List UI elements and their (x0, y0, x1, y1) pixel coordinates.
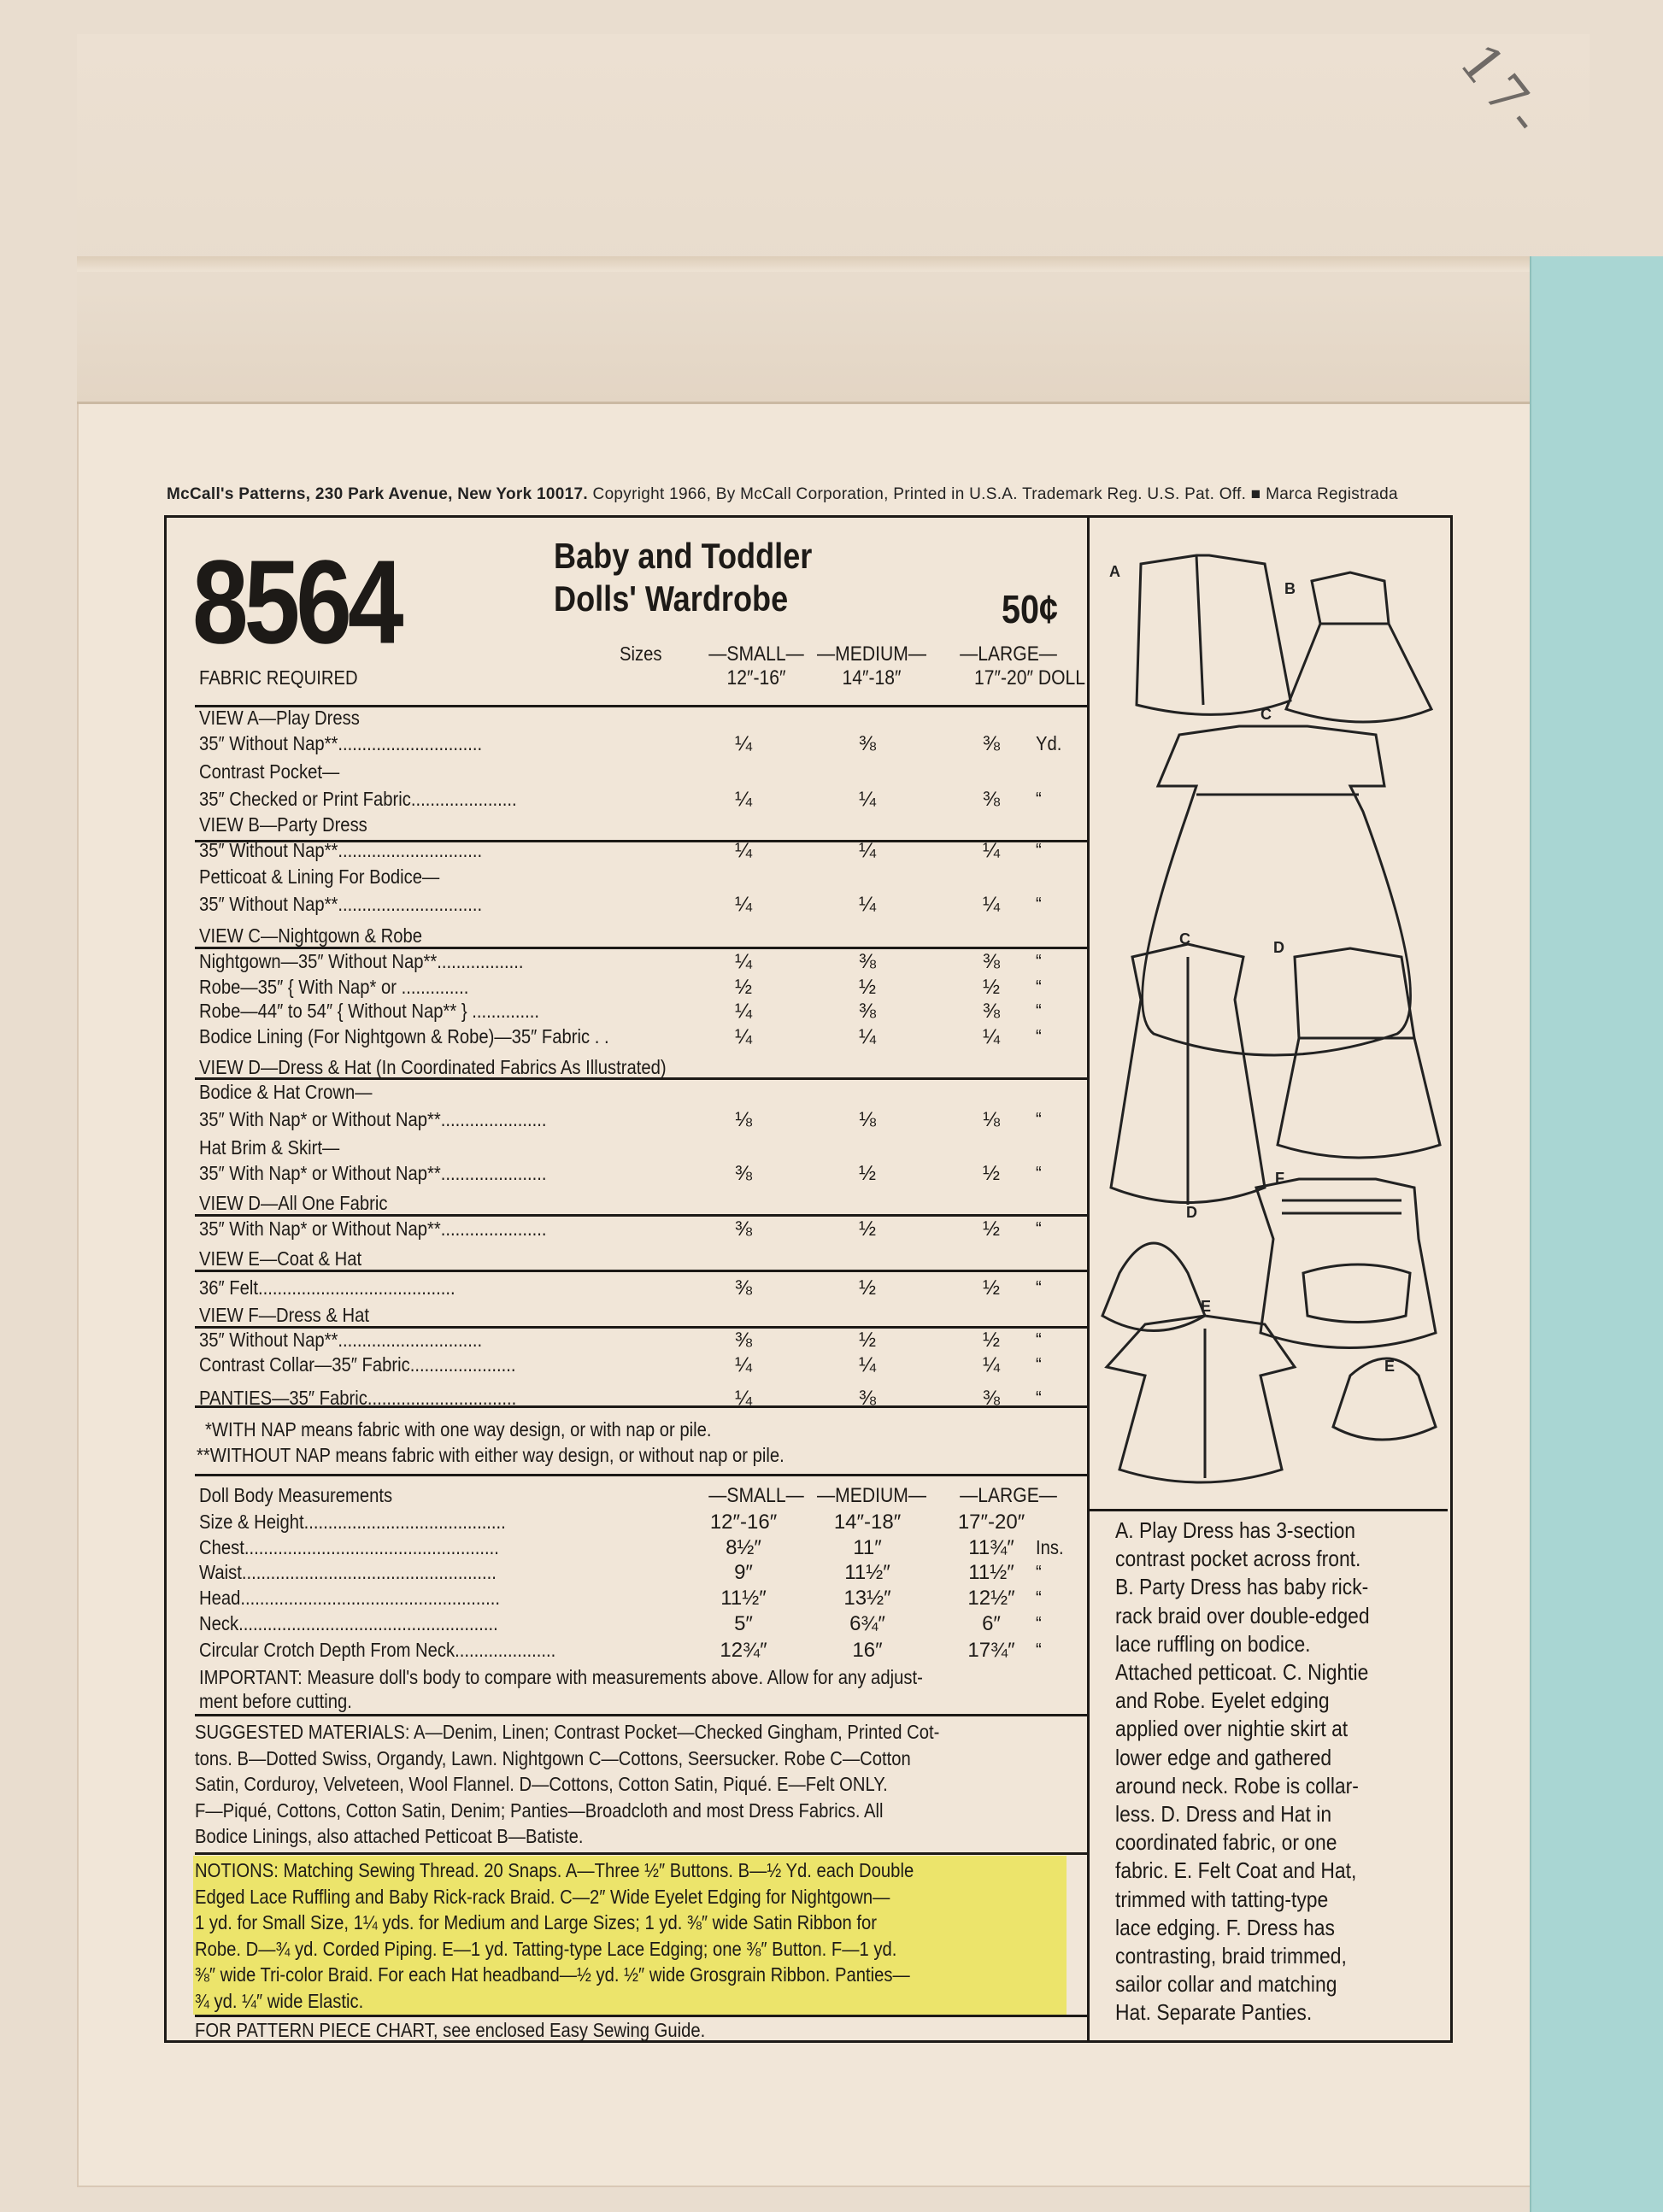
meas-unit: “ (1036, 1561, 1042, 1583)
materials-line: Satin, Corduroy, Velveteen, Wool Flannel. D—Cottons, Cotton Satin, Piqué. E—Felt ONLY. (195, 1773, 888, 1795)
qty-unit: “ (1036, 976, 1042, 998)
footnote-with-nap: *WITH NAP means fabric with one way design, or with nap or pile. (205, 1418, 712, 1440)
description-line: contrasting, braid trimmed, (1115, 1943, 1347, 1969)
dress-a-sketch (1137, 555, 1290, 714)
fabric-row-label: 35″ Without Nap**.............................. (199, 839, 483, 861)
qty-medium: ¼ (858, 893, 876, 916)
qty-unit: “ (1036, 1108, 1042, 1130)
qty-unit: “ (1036, 950, 1042, 972)
fabric-row-label: Bodice Lining (For Nightgown & Robe)—35″ Fabric . . (199, 1025, 609, 1047)
fabric-row-label: Petticoat & Lining For Bodice— (199, 865, 440, 888)
title-line-1: Baby and Toddler (554, 536, 813, 576)
qty-medium: ¼ (858, 1353, 876, 1376)
qty-small: ⅜ (734, 1162, 752, 1185)
fabric-row-label: VIEW D—Dress & Hat (In Coordinated Fabrics As Illustrated) (199, 1056, 667, 1078)
fabric-row-label: 36″ Felt......................................... (199, 1276, 455, 1299)
meas-unit: “ (1036, 1587, 1042, 1609)
handwritten-note: 17- (1447, 32, 1559, 150)
important-note-cont: ment before cutting. (199, 1690, 352, 1712)
meas-small: 8½″ (726, 1536, 761, 1559)
size-name: —SMALL— (708, 1484, 804, 1507)
size-range: 14″-18″ (842, 666, 902, 689)
description-line: less. D. Dress and Hat in (1115, 1801, 1332, 1828)
teal-backing (1530, 256, 1663, 2212)
fabric-row-label: Contrast Pocket— (199, 760, 340, 783)
qty-small: ¼ (734, 1387, 752, 1410)
pattern-title (554, 535, 812, 620)
notions-line: ¾ yd. ¼″ wide Elastic. (195, 1989, 364, 2012)
qty-small: ½ (734, 976, 752, 999)
qty-small: ¼ (734, 950, 752, 973)
meas-medium: 11½″ (844, 1561, 890, 1584)
description-line: Hat. Separate Panties. (1115, 1999, 1313, 2026)
view-descriptions (1115, 1517, 1446, 2027)
notions-line: Edged Lace Ruffling and Baby Rick-rack Braid. C—2″ Wide Eyelet Edging for Nightgown— (195, 1885, 890, 1908)
qty-large: ½ (982, 1217, 1000, 1241)
dress-b-sketch (1286, 572, 1431, 722)
view-label: D (1186, 1204, 1197, 1221)
qty-unit: “ (1036, 1000, 1042, 1022)
fabric-row-label: 35″ With Nap* or Without Nap**...................... (199, 1162, 547, 1184)
fabric-row-label: VIEW D—All One Fabric (199, 1192, 388, 1214)
measurement-label: Waist..................................................... (199, 1561, 497, 1583)
materials-line: Bodice Linings, also attached Petticoat B—Batiste. (195, 1825, 584, 1847)
rule-line (195, 2015, 1087, 2017)
materials-line: F—Piqué, Cottons, Cotton Satin, Denim; Panties—Broadcloth and most Dress Fabrics. All (195, 1798, 884, 1822)
qty-medium: ⅛ (858, 1108, 876, 1131)
measurement-label: Head...................................................... (199, 1587, 501, 1609)
qty-large: ¼ (982, 1025, 1000, 1048)
qty-unit: “ (1036, 839, 1042, 861)
coat-e-sketch (1107, 1316, 1295, 1482)
materials-line: tons. B—Dotted Swiss, Organdy, Lawn. Nightgown C—Cottons, Seersucker. Robe C—Cotton (195, 1746, 911, 1769)
description-line: around neck. Robe is collar- (1115, 1772, 1359, 1798)
meas-unit: “ (1036, 1639, 1042, 1661)
envelope-flap (77, 34, 1590, 404)
meas-large: 11½″ (968, 1561, 1014, 1584)
fabric-row-label: VIEW B—Party Dress (199, 813, 367, 836)
fabric-row-label: 35″ With Nap* or Without Nap**...................... (199, 1108, 547, 1130)
qty-small: ⅜ (734, 1276, 752, 1300)
meas-unit: Ins. (1036, 1536, 1064, 1558)
notions-line: Robe. D—¾ yd. Corded Piping. E—1 yd. Tatting-type Lace Edging; one ⅜″ Button. F—1 yd. (195, 1937, 897, 1960)
qty-large: ⅜ (982, 1387, 1000, 1410)
fabric-row-label: 35″ Without Nap**.............................. (199, 893, 483, 915)
qty-small: ¼ (734, 1025, 752, 1048)
qty-small: ¼ (734, 1000, 752, 1023)
qty-medium: ⅜ (858, 1000, 876, 1023)
qty-medium: ⅜ (858, 1387, 876, 1410)
qty-unit: “ (1036, 1025, 1042, 1047)
meas-large: 17″-20″ (957, 1511, 1025, 1534)
description-line: rack braid over double-edged (1115, 1602, 1370, 1628)
qty-small: ¼ (734, 1353, 752, 1376)
qty-unit: “ (1036, 1329, 1042, 1351)
qty-small: ⅛ (734, 1108, 752, 1131)
view-label: B (1284, 580, 1296, 597)
qty-medium: ½ (858, 1162, 876, 1185)
qty-large: ⅜ (982, 788, 1000, 811)
pattern-price: 50¢ (1002, 587, 1059, 631)
qty-large: ¼ (982, 893, 1000, 916)
qty-medium: ½ (858, 976, 876, 999)
notions-line: ⅜″ wide Tri-color Braid. For each Hat headband—½ yd. ½″ wide Grosgrain Ribbon. Panties— (195, 1963, 910, 1986)
qty-unit: “ (1036, 1217, 1042, 1240)
view-label: E (1384, 1358, 1396, 1375)
description-line: applied over nightie skirt at (1115, 1716, 1349, 1742)
materials-line: SUGGESTED MATERIALS: A—Denim, Linen; Contrast Pocket—Checked Gingham, Printed Cot- (195, 1721, 940, 1743)
flap-fold (77, 256, 1590, 272)
notions-line: NOTIONS: Matching Sewing Thread. 20 Snaps. A—Three ½″ Buttons. B—½ Yd. each Double (195, 1859, 914, 1881)
meas-medium: 16″ (852, 1639, 883, 1662)
qty-large: ½ (982, 1162, 1000, 1185)
qty-unit: “ (1036, 1162, 1042, 1184)
qty-small: ⅜ (734, 1329, 752, 1352)
fabric-row-label: VIEW A—Play Dress (199, 707, 360, 729)
size-range: 17″-20″ DOLL (973, 666, 1086, 689)
qty-large: ½ (982, 1276, 1000, 1300)
fabric-row-label: Bodice & Hat Crown— (199, 1081, 373, 1103)
illustration-divider (1089, 1509, 1448, 1511)
panties-sketch (1303, 1264, 1410, 1323)
rule-line (195, 1474, 1087, 1476)
fabric-row-label: Nightgown—35″ Without Nap**.................. (199, 950, 524, 972)
qty-large: ⅜ (982, 1000, 1000, 1023)
pattern-piece-footer: FOR PATTERN PIECE CHART, see enclosed Easy Sewing Guide. (195, 2019, 706, 2041)
meas-unit: “ (1036, 1612, 1042, 1634)
fabric-row-label: VIEW E—Coat & Hat (199, 1247, 362, 1270)
qty-unit: “ (1036, 1276, 1042, 1299)
meas-large: 12½″ (967, 1587, 1015, 1610)
description-line: sailor collar and matching (1115, 1971, 1337, 1998)
meas-medium: 14″-18″ (833, 1511, 902, 1534)
qty-medium: ½ (858, 1329, 876, 1352)
copyright-text: Copyright 1966, By McCall Corporation, Printed in U.S.A. Trademark Reg. U.S. Pat. Off. ■ Marca Registrada (592, 485, 1398, 503)
meas-small: 12″-16″ (709, 1511, 778, 1534)
qty-large: ⅜ (982, 732, 1000, 755)
qty-medium: ¼ (858, 1025, 876, 1048)
qty-medium: ⅜ (858, 950, 876, 973)
fabric-row-label: Robe—35″ { With Nap* or .............. (199, 976, 469, 998)
description-line: lace ruffling on bodice. (1115, 1630, 1311, 1657)
description-line: and Robe. Eyelet edging (1115, 1687, 1330, 1714)
measurement-label: Size & Height.......................................... (199, 1511, 506, 1533)
fabric-row-label: 35″ Without Nap**.............................. (199, 1329, 483, 1351)
qty-large: ¼ (982, 1353, 1000, 1376)
measurement-label: Circular Crotch Depth From Neck..................... (199, 1639, 556, 1661)
qty-medium: ¼ (858, 839, 876, 862)
qty-small: ¼ (734, 839, 752, 862)
fabric-row-label: 35″ With Nap* or Without Nap**...................... (199, 1217, 547, 1240)
publisher-name: McCall's Patterns, 230 Park Avenue, New York 10017. (167, 485, 588, 503)
meas-medium: 6¾″ (849, 1612, 885, 1635)
qty-large: ¼ (982, 839, 1000, 862)
description-line: coordinated fabric, or one (1115, 1829, 1337, 1856)
qty-large: ⅛ (982, 1108, 1000, 1131)
meas-small: 9″ (734, 1561, 753, 1584)
measurement-label: Neck...................................................... (199, 1612, 498, 1634)
description-line: trimmed with tatting-type (1115, 1886, 1329, 1912)
column-divider (1087, 515, 1090, 2040)
size-name: —SMALL— (708, 642, 804, 666)
meas-medium: 11″ (853, 1536, 882, 1559)
footnote-without-nap: **WITHOUT NAP means fabric with either way design, or without nap or pile. (197, 1444, 784, 1466)
size-name: —LARGE— (960, 1484, 1057, 1507)
notions-text (195, 1857, 1067, 2014)
meas-small: 12¾″ (720, 1639, 767, 1662)
qty-unit: “ (1036, 893, 1042, 915)
view-label: C (1179, 930, 1190, 948)
rule-line (195, 1852, 1087, 1855)
fabric-required-heading: FABRIC REQUIRED (199, 666, 358, 689)
view-label: A (1109, 563, 1120, 580)
meas-large: 17¾″ (967, 1639, 1015, 1662)
view-label: C (1260, 706, 1272, 723)
qty-medium: ½ (858, 1276, 876, 1300)
title-line-2: Dolls' Wardrobe (554, 578, 789, 619)
description-line: Attached petticoat. C. Nightie (1115, 1659, 1369, 1686)
fabric-row-label: VIEW C—Nightgown & Robe (199, 924, 422, 947)
description-line: contrast pocket across front. (1115, 1546, 1361, 1572)
size-name: —LARGE— (960, 642, 1057, 666)
qty-large: ⅜ (982, 950, 1000, 973)
qty-medium: ⅜ (858, 732, 876, 755)
qty-medium: ½ (858, 1217, 876, 1241)
suggested-materials (195, 1719, 1067, 1850)
qty-small: ¼ (734, 732, 752, 755)
fabric-row-label: PANTIES—35″ Fabric............................... (199, 1387, 517, 1409)
fabric-row-label: Robe—44″ to 54″ { Without Nap** } .............. (199, 1000, 539, 1022)
qty-small: ⅜ (734, 1217, 752, 1241)
meas-large: 11¾″ (968, 1536, 1014, 1559)
rule-line (195, 1714, 1087, 1716)
fabric-row-label: 35″ Checked or Print Fabric...................... (199, 788, 517, 810)
qty-small: ¼ (734, 788, 752, 811)
important-note: IMPORTANT: Measure doll's body to compare with measurements above. Allow for any adjust- (199, 1666, 923, 1688)
view-label: E (1201, 1298, 1212, 1315)
meas-small: 11½″ (720, 1587, 767, 1610)
qty-small: ¼ (734, 893, 752, 916)
qty-unit: Yd. (1036, 732, 1062, 754)
qty-large: ½ (982, 976, 1000, 999)
view-label: F (1275, 1170, 1284, 1187)
description-line: B. Party Dress has baby rick- (1115, 1574, 1369, 1600)
view-label: D (1273, 939, 1284, 956)
description-line: lace edging. F. Dress has (1115, 1914, 1335, 1940)
size-range: 12″-16″ (726, 666, 786, 689)
publisher-line (167, 485, 1466, 504)
qty-unit: “ (1036, 1387, 1042, 1409)
size-name: —MEDIUM— (817, 642, 926, 666)
measurement-label: Chest..................................................... (199, 1536, 499, 1558)
meas-large: 6″ (982, 1612, 1001, 1635)
fabric-row-label: Contrast Collar—35″ Fabric...................... (199, 1353, 516, 1376)
notions-line: 1 yd. for Small Size, 1¼ yds. for Medium and Large Sizes; 1 yd. ⅜″ wide Satin Ribbon for (195, 1911, 878, 1933)
meas-medium: 13½″ (843, 1587, 891, 1610)
fabric-row-label: Hat Brim & Skirt— (199, 1136, 340, 1159)
qty-large: ½ (982, 1329, 1000, 1352)
fabric-row-label: VIEW F—Dress & Hat (199, 1304, 370, 1326)
fabric-row-label: 35″ Without Nap**.............................. (199, 732, 483, 754)
qty-unit: “ (1036, 788, 1042, 810)
nightgown-c-sketch (1143, 726, 1411, 1055)
meas-small: 5″ (734, 1612, 753, 1635)
description-line: A. Play Dress has 3-section (1115, 1517, 1356, 1543)
qty-unit: “ (1036, 1353, 1042, 1376)
size-name: —MEDIUM— (817, 1484, 926, 1507)
garment-sketches (1094, 530, 1444, 1495)
qty-medium: ¼ (858, 788, 876, 811)
sizes-label: Sizes (620, 642, 662, 665)
description-line: fabric. E. Felt Coat and Hat, (1115, 1857, 1357, 1884)
measurements-heading: Doll Body Measurements (199, 1484, 393, 1506)
description-line: lower edge and gathered (1115, 1744, 1332, 1770)
pattern-number: 8564 (192, 536, 400, 670)
